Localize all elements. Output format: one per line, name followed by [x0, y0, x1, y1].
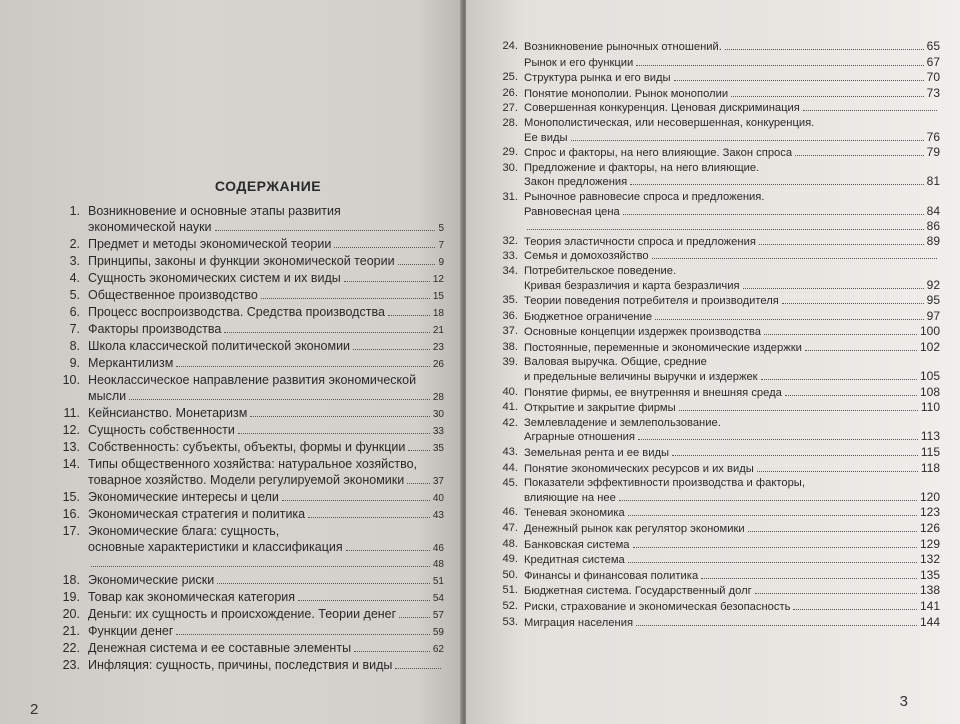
- toc-entry: [496, 146, 940, 161]
- toc-entry-title-line: Школа классической политической экономии: [88, 339, 351, 354]
- toc-dot-leader: [782, 303, 924, 304]
- toc-entry: [52, 624, 444, 641]
- toc-entry-title-line: Понятие экономических ресурсов и их виды: [524, 462, 754, 475]
- toc-entry-number: [52, 557, 80, 573]
- toc-entry-title-line: Рынок и его функции: [524, 56, 634, 69]
- toc-entry: [52, 322, 444, 339]
- toc-entry-number: 44.: [502, 461, 518, 474]
- toc-entry-number: 2.: [69, 236, 80, 251]
- toc-entry-title-line: Постоянные, переменные и экономические издержки: [524, 341, 802, 354]
- toc-entry-number: 39.: [502, 356, 518, 369]
- toc-entry-title-line: Возникновение и основные этапы развития: [88, 204, 341, 218]
- toc-entry-title-line: Понятие монополии. Рынок монополии: [524, 87, 729, 100]
- toc-entry-number: 20.: [62, 606, 80, 621]
- toc-entry-title-line: и предельные величины выручки и издержек: [524, 371, 758, 384]
- toc-entry-title-line: Общественное производство: [88, 287, 258, 302]
- toc-entry-number: 40.: [502, 385, 518, 398]
- toc-entry-title-line: Собственность: субъекты, объекты, формы и функции: [88, 440, 406, 455]
- toc-entry-number: 47.: [502, 522, 518, 534]
- right-page: [466, 0, 960, 724]
- toc-entry-title-line: Экономические интересы и цели: [88, 489, 279, 504]
- toc-entry-number: 9.: [69, 356, 80, 371]
- toc-entry: [496, 401, 940, 416]
- toc-entry-title-line: Банковская система: [524, 538, 630, 551]
- toc-entry-number: 28.: [502, 116, 518, 129]
- toc-entry-page: 43: [432, 509, 444, 521]
- toc-entry-page: 5: [438, 222, 444, 234]
- toc-entry-title-line: Теневая экономика: [524, 507, 625, 520]
- toc-entry-title-line: Сущность собственности: [88, 423, 235, 438]
- toc-entry-page: 92: [926, 277, 940, 292]
- toc-entry-page: 46: [432, 542, 444, 554]
- toc-entry-page: 118: [920, 460, 940, 475]
- toc-entry-title-line: Принципы, законы и функции экономической теории: [88, 253, 395, 268]
- toc-dot-leader: [619, 500, 917, 501]
- toc-dot-leader: [803, 110, 937, 111]
- toc-entry-title-line: основные характеристики и классификация: [88, 539, 343, 554]
- toc-entry-number: 38.: [502, 340, 518, 353]
- toc-entry: [496, 191, 940, 219]
- toc-entry-page: 37: [432, 475, 444, 487]
- toc-entry: [496, 356, 940, 384]
- toc-entry-page: 76: [926, 129, 940, 144]
- toc-dot-leader: [633, 547, 917, 548]
- toc-entry: [496, 538, 940, 553]
- toc-entry-page: 26: [432, 359, 444, 371]
- toc-entry: [496, 386, 940, 401]
- toc-entry-page: 97: [926, 308, 940, 323]
- toc-entry-page: 95: [926, 293, 940, 308]
- toc-entry: [496, 553, 940, 568]
- toc-dot-leader: [764, 334, 917, 335]
- toc-entry-page: 135: [919, 567, 940, 582]
- toc-dot-leader: [282, 500, 430, 501]
- toc-entry-number: 31.: [502, 190, 518, 203]
- toc-entry-title-line: Факторы производства: [88, 322, 222, 337]
- toc-dot-leader: [638, 439, 918, 440]
- toc-dot-leader: [805, 350, 917, 351]
- toc-entry: [496, 162, 940, 190]
- toc-entry-number: 5.: [69, 287, 80, 302]
- toc-entry-title-line: Земельная рента и ее виды: [524, 447, 670, 460]
- toc-entry: [52, 490, 444, 507]
- toc-entry-page: 120: [919, 489, 940, 504]
- toc-entry-title-line: Рыночное равновесие спроса и предложения.: [524, 190, 765, 203]
- toc-entry-page: 89: [926, 233, 940, 248]
- toc-entry: [496, 522, 940, 537]
- toc-dot-leader: [759, 244, 924, 245]
- toc-entry-title-line: Денежный рынок как регулятор экономики: [524, 523, 745, 535]
- toc-dot-leader: [761, 379, 917, 380]
- toc-entry-title-line: Сущность экономических систем и их виды: [88, 270, 341, 285]
- toc-dot-leader: [755, 593, 917, 594]
- toc-entry-page: 102: [919, 339, 940, 354]
- toc-entry: [52, 373, 444, 405]
- toc-entry: [52, 457, 444, 489]
- toc-entry-title-line: товарное хозяйство. Модели регулируемой экономики: [88, 472, 405, 487]
- toc-entry-page: 33: [432, 426, 444, 438]
- toc-entry-title-line: Совершенная конкуренция. Ценовая дискриминация: [524, 102, 800, 115]
- toc-entry: [52, 356, 444, 373]
- toc-entry-title-line: Кейнсианство. Монетаризм: [88, 405, 248, 420]
- toc-entry-number: 51.: [502, 584, 518, 597]
- toc-dot-leader: [250, 416, 430, 417]
- toc-entry-page: 81: [926, 174, 940, 189]
- toc-entry-number: 12.: [62, 423, 80, 438]
- toc-entry-page: 21: [432, 325, 444, 337]
- toc-entry-title-line: Кривая безразличия и карта безразличия: [524, 279, 740, 292]
- toc-entry-number: 30.: [502, 161, 518, 174]
- toc-entry-number: 45.: [502, 477, 518, 490]
- toc-entry: [52, 524, 444, 556]
- toc-entry-page: 105: [919, 369, 940, 384]
- toc-entry-page: 59: [432, 626, 444, 638]
- toc-entry: [496, 40, 940, 55]
- toc-entry-number: 27.: [502, 102, 518, 115]
- toc-entry: [52, 507, 444, 524]
- toc-entry-title-line: Открытие и закрытие фирмы: [524, 402, 676, 415]
- toc-entry-title-line: Функции денег: [88, 623, 174, 638]
- toc-entry-page: 79: [926, 145, 940, 160]
- toc-entry-page: 86: [926, 219, 940, 234]
- toc-entry: [496, 446, 940, 461]
- toc-entry-number: 4.: [69, 270, 80, 285]
- toc-dot-leader: [395, 668, 441, 669]
- toc-dot-leader: [679, 410, 918, 411]
- toc-entry-title-line: Потребительское поведение.: [524, 264, 677, 277]
- toc-entry: [496, 235, 940, 250]
- toc-dot-leader: [217, 583, 430, 584]
- toc-entry-page: 30: [432, 408, 444, 420]
- toc-entry: [496, 600, 940, 615]
- toc-entry-number: 29.: [502, 146, 518, 159]
- toc-dot-leader: [353, 349, 430, 350]
- toc-entry: [52, 641, 444, 658]
- toc-entry-title-line: Предмет и методы экономической теории: [88, 236, 332, 251]
- toc-entry-number: 7.: [69, 322, 80, 337]
- toc-entry-page: 18: [432, 307, 444, 319]
- toc-entry-page: 100: [919, 324, 940, 339]
- toc-entry-title-line: Денежная система и ее составные элементы: [88, 641, 352, 656]
- toc-entry-page: 12: [432, 273, 444, 285]
- toc-dot-leader: [652, 258, 937, 259]
- toc-dot-leader: [795, 155, 924, 156]
- toc-entry: [496, 417, 940, 445]
- toc-entry-title-line: Закон предложения: [524, 176, 628, 189]
- toc-entry-number: 17.: [62, 524, 80, 538]
- toc-dot-leader: [636, 65, 923, 66]
- left-toc-list: [52, 204, 444, 674]
- toc-entry-title-line: Показатели эффективности производства и факторы,: [524, 477, 805, 490]
- toc-entry-title-line: Бюджетное ограничение: [524, 310, 653, 323]
- toc-entry-number: 3.: [69, 253, 80, 268]
- toc-dot-leader: [344, 281, 430, 282]
- toc-entry-number: 11.: [63, 405, 80, 420]
- toc-entry-title-line: Монополистическая, или несовершенная, конкуренция.: [524, 116, 815, 129]
- toc-entry: [496, 310, 940, 325]
- toc-entry-page: 110: [920, 400, 940, 415]
- toc-entry-title-line: Процесс воспроизводства. Средства производства: [88, 304, 385, 319]
- toc-entry: [496, 71, 940, 86]
- toc-entry-title-line: Миграция населения: [524, 616, 633, 629]
- toc-entry-title-line: Инфляция: сущность, причины, последствия и виды: [88, 658, 393, 673]
- toc-dot-leader: [655, 319, 924, 320]
- toc-entry-title-line: Возникновение рыночных отношений.: [524, 41, 722, 53]
- toc-entry: [496, 325, 940, 340]
- toc-entry-number: 53.: [502, 615, 518, 628]
- toc-entry: [52, 237, 444, 254]
- toc-entry-number: 41.: [502, 401, 518, 414]
- toc-entry-number: 35.: [502, 294, 518, 307]
- toc-entry-title-line: Кредитная система: [524, 554, 625, 567]
- toc-entry: [52, 658, 444, 674]
- toc-entry-number: [496, 56, 518, 71]
- toc-dot-leader: [91, 566, 430, 567]
- toc-entry: [52, 440, 444, 457]
- toc-dot-leader: [725, 49, 924, 50]
- toc-entry-page: 123: [919, 505, 940, 520]
- toc-entry-title-line: Неоклассическое направление развития экономической: [88, 373, 417, 388]
- toc-entry: [496, 569, 940, 584]
- toc-entry-page: 28: [432, 391, 444, 403]
- toc-entry-title-line: Понятие фирмы, ее внутренняя и внешняя среда: [524, 386, 782, 399]
- toc-dot-leader: [701, 578, 917, 579]
- toc-entry-title-line: Структура рынка и его виды: [524, 72, 671, 85]
- toc-entry-number: 23.: [62, 658, 80, 673]
- toc-dot-leader: [408, 450, 430, 451]
- toc-dot-leader: [636, 625, 917, 626]
- toc-entry-number: [496, 220, 518, 234]
- toc-entry-title-line: Финансы и финансовая политика: [524, 569, 699, 582]
- toc-entry-title-line: Товар как экономическая категория: [88, 589, 296, 604]
- toc-entry: [496, 102, 940, 116]
- toc-entry: [496, 117, 940, 145]
- toc-entry-number: 14.: [62, 457, 80, 472]
- toc-entry-page: 7: [438, 239, 444, 251]
- toc-entry-title-line: Теория эластичности спроса и предложения: [524, 235, 756, 248]
- toc-entry-page: 113: [920, 429, 940, 444]
- toc-entry-title-line: Меркантилизм: [88, 356, 174, 371]
- toc-entry-number: 25.: [502, 71, 518, 84]
- toc-entry-number: 6.: [69, 304, 80, 319]
- toc-entry-number: 24.: [502, 40, 518, 52]
- toc-entry-number: 1.: [69, 204, 80, 218]
- toc-entry: [496, 265, 940, 293]
- toc-entry-number: 42.: [502, 416, 518, 429]
- toc-dot-leader: [757, 471, 918, 472]
- toc-entry-number: 22.: [62, 641, 80, 656]
- toc-entry: [496, 462, 940, 477]
- toc-entry-number: 8.: [69, 339, 80, 354]
- toc-entry-number: 34.: [502, 264, 518, 277]
- toc-entry-number: 50.: [502, 568, 518, 581]
- toc-entry-page: 144: [919, 614, 940, 629]
- toc-dot-leader: [308, 517, 430, 518]
- toc-entry-number: 46.: [502, 506, 518, 519]
- toc-entry-number: 32.: [502, 234, 518, 247]
- toc-entry-title-line: Предложение и факторы, на него влияющие.: [524, 161, 760, 174]
- toc-dot-leader: [628, 515, 917, 516]
- toc-entry-page: 23: [432, 342, 444, 354]
- toc-entry-title-line: мысли: [88, 388, 127, 403]
- toc-entry-page: 35: [432, 443, 444, 455]
- toc-dot-leader: [407, 483, 430, 484]
- toc-entry: [496, 584, 940, 599]
- toc-dot-leader: [398, 264, 436, 265]
- toc-entry-title-line: Экономическая стратегия и политика: [88, 506, 306, 521]
- toc-dot-leader: [224, 332, 430, 333]
- toc-dot-leader: [630, 184, 923, 185]
- toc-entry-page: 57: [432, 609, 444, 621]
- left-page: [0, 0, 462, 724]
- toc-dot-leader: [334, 247, 435, 248]
- toc-dot-leader: [238, 433, 430, 434]
- toc-entry: [496, 341, 940, 356]
- toc-entry-page: 129: [919, 536, 940, 551]
- toc-entry: [52, 406, 444, 423]
- toc-dot-leader: [527, 229, 924, 230]
- toc-entry-page: 51: [432, 575, 444, 587]
- toc-dot-leader: [176, 366, 430, 367]
- toc-entry-title-line: Ее виды: [524, 131, 568, 144]
- toc-dot-leader: [298, 600, 430, 601]
- toc-entry-page: 40: [432, 492, 444, 504]
- toc-entry-page: 15: [432, 290, 444, 302]
- toc-entry-number: 13.: [62, 440, 80, 455]
- toc-entry-title-line: влияющие на нее: [524, 491, 616, 504]
- toc-entry: [496, 616, 940, 631]
- toc-entry-page: 73: [926, 85, 940, 100]
- toc-dot-leader: [261, 298, 430, 299]
- toc-entry: [52, 271, 444, 288]
- toc-entry: [496, 294, 940, 309]
- toc-entry-number: 21.: [62, 623, 80, 638]
- toc-dot-leader: [388, 315, 430, 316]
- toc-entry: [496, 250, 940, 264]
- toc-entry-number: 26.: [502, 86, 518, 99]
- toc-entry-number: 43.: [502, 446, 518, 459]
- toc-entry-title-line: Экономические блага: сущность,: [88, 524, 280, 538]
- toc-dot-leader: [748, 531, 917, 532]
- toc-title: СОДЕРЖАНИЕ: [214, 178, 322, 194]
- toc-entry: [496, 506, 940, 521]
- toc-entry-title-line: Деньги: их сущность и происхождение. Теории денег: [88, 606, 397, 621]
- toc-entry-page: 65: [926, 39, 940, 53]
- left-page-number: 2: [30, 701, 39, 718]
- toc-entry-number: 19.: [62, 589, 80, 604]
- toc-entry-number: 33.: [502, 250, 518, 263]
- toc-dot-leader: [129, 399, 430, 400]
- toc-entry-title-line: Экономические риски: [88, 572, 215, 587]
- toc-entry-number: 48.: [502, 537, 518, 550]
- toc-entry-number: 15.: [62, 489, 80, 504]
- toc-entry: [52, 305, 444, 322]
- toc-entry-title-line: Теории поведения потребителя и производителя: [524, 295, 779, 308]
- toc-entry: [496, 56, 940, 71]
- toc-entry: [52, 423, 444, 440]
- toc-entry: [496, 220, 940, 234]
- toc-entry-title-line: Валовая выручка. Общие, средние: [524, 356, 707, 369]
- toc-dot-leader: [731, 96, 924, 97]
- toc-dot-leader: [176, 634, 429, 635]
- toc-entry-page: 115: [920, 445, 940, 460]
- toc-entry-page: 108: [919, 384, 940, 399]
- toc-entry-title-line: Риски, страхование и экономическая безопасность: [524, 600, 791, 613]
- toc-entry-page: 132: [919, 552, 940, 567]
- toc-entry-number: 37.: [502, 325, 518, 338]
- toc-dot-leader: [628, 562, 917, 563]
- toc-entry: [496, 477, 940, 505]
- toc-entry-title-line: Типы общественного хозяйства: натуральное хозяйство,: [88, 457, 418, 472]
- toc-entry-page: 67: [926, 54, 940, 69]
- toc-entry-title-line: Равновесная цена: [524, 205, 620, 218]
- toc-entry-page: 70: [926, 70, 940, 85]
- toc-entry-number: 49.: [502, 553, 518, 566]
- toc-entry-page: 62: [432, 644, 444, 656]
- toc-entry-number: 16.: [62, 506, 80, 521]
- toc-entry-number: 36.: [502, 309, 518, 322]
- toc-entry: [52, 590, 444, 607]
- toc-entry-number: 18.: [62, 572, 80, 587]
- toc-dot-leader: [571, 140, 924, 141]
- toc-entry-page: 84: [926, 203, 940, 218]
- toc-dot-leader: [346, 550, 430, 551]
- toc-entry-page: 48: [432, 558, 444, 570]
- toc-entry-title-line: Бюджетная система. Государственный долг: [524, 585, 752, 598]
- toc-entry-page: 138: [919, 583, 940, 598]
- toc-dot-leader: [672, 455, 918, 456]
- toc-entry-title-line: Семья и домохозяйство: [524, 250, 649, 263]
- right-page-number: 3: [899, 693, 908, 710]
- toc-entry-number: 10.: [62, 373, 80, 388]
- toc-entry: [52, 339, 444, 356]
- toc-entry: [496, 87, 940, 102]
- toc-entry: [52, 204, 444, 236]
- toc-dot-leader: [215, 230, 436, 231]
- toc-entry-page: 141: [919, 598, 940, 613]
- toc-entry-title-line: Аграрные отношения: [524, 431, 635, 444]
- toc-entry-title-line: Основные концепции издержек производства: [524, 326, 761, 339]
- toc-entry: [52, 557, 444, 573]
- toc-dot-leader: [743, 288, 924, 289]
- toc-entry-page: 126: [919, 521, 940, 535]
- toc-entry: [52, 607, 444, 624]
- toc-entry-page: 54: [432, 592, 444, 604]
- toc-entry-title-line: Землевладение и землепользование.: [524, 416, 721, 429]
- toc-entry-title-line: экономической науки: [88, 219, 212, 234]
- toc-entry-title-line: Спрос и факторы, на него влияющие. Закон спроса: [524, 147, 793, 160]
- toc-dot-leader: [793, 609, 917, 610]
- toc-entry: [52, 254, 444, 271]
- right-toc-list: [496, 40, 940, 630]
- toc-dot-leader: [674, 80, 924, 81]
- toc-entry-page: 9: [438, 256, 444, 268]
- toc-dot-leader: [354, 651, 430, 652]
- toc-dot-leader: [623, 214, 924, 215]
- toc-entry-number: 52.: [502, 599, 518, 612]
- toc-dot-leader: [785, 395, 917, 396]
- toc-dot-leader: [399, 617, 430, 618]
- toc-entry: [52, 288, 444, 305]
- toc-entry: [52, 573, 444, 590]
